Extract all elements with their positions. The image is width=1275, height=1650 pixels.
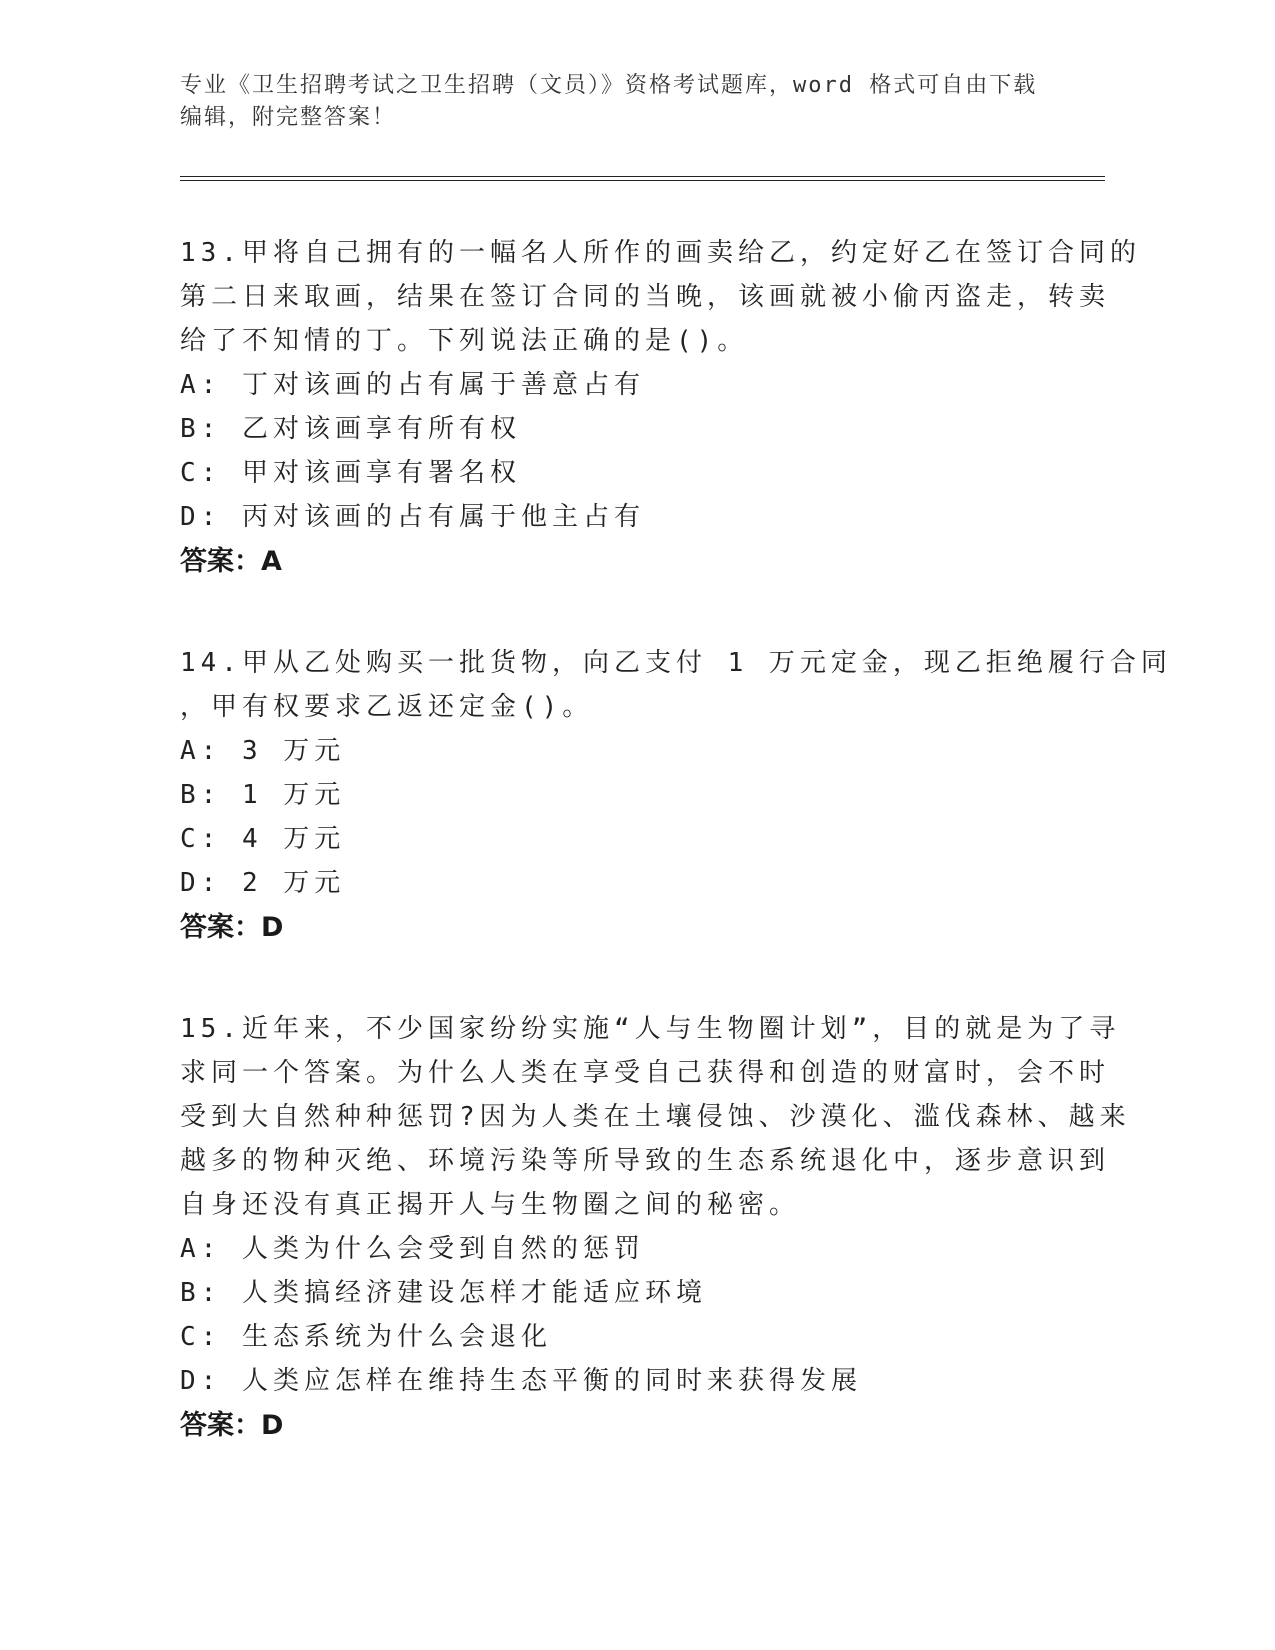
stem-line: 求同一个答案。为什么人类在享受自己获得和创造的财富时，会不时	[180, 1058, 1111, 1088]
option-c: C: 生态系统为什么会退化	[180, 1322, 552, 1352]
answer-label: 答案：A	[180, 546, 282, 577]
question-stem	[180, 641, 1172, 729]
option-d: D: 丙对该画的占有属于他主占有	[180, 502, 645, 532]
stem-line: 第二日来取画，结果在签订合同的当晚，该画就被小偷丙盗走，转卖	[180, 282, 1111, 312]
option-a: A: 人类为什么会受到自然的惩罚	[180, 1234, 645, 1264]
option-b: B: 乙对该画享有所有权	[180, 414, 521, 444]
question-14	[180, 641, 1172, 951]
stem-line: ，甲有权要求乙返还定金()。	[180, 692, 594, 722]
header-line: 编辑，附完整答案！	[180, 105, 397, 130]
header-divider	[180, 176, 1105, 181]
answer-label: 答案：D	[180, 912, 284, 943]
question-stem	[180, 231, 1141, 363]
question-13	[180, 231, 1141, 585]
header-line: 专业《卫生招聘考试之卫生招聘（文员）》资格考试题库，word 格式可自由下载	[180, 73, 1038, 98]
option-d: D: 2 万元	[180, 868, 346, 898]
stem-line: 给了不知情的丁。下列说法正确的是()。	[180, 326, 749, 356]
document-page	[180, 70, 1172, 1449]
option-a: A: 3 万元	[180, 736, 346, 766]
answer-label: 答案：D	[180, 1410, 284, 1441]
option-d: D: 人类应怎样在维持生态平衡的同时来获得发展	[180, 1366, 862, 1396]
stem-line: 越多的物种灭绝、环境污染等所导致的生态系统退化中，逐步意识到	[180, 1146, 1111, 1176]
stem-line: 14.甲从乙处购买一批货物，向乙支付 1 万元定金，现乙拒绝履行合同	[180, 648, 1172, 678]
stem-line: 受到大自然种种惩罚?因为人类在土壤侵蚀、沙漠化、滥伐森林、越来	[180, 1102, 1131, 1132]
option-c: C: 4 万元	[180, 824, 346, 854]
stem-line: 13.甲将自己拥有的一幅名人所作的画卖给乙，约定好乙在签订合同的	[180, 238, 1141, 268]
question-15	[180, 1007, 1131, 1449]
option-a: A: 丁对该画的占有属于善意占有	[180, 370, 645, 400]
question-stem	[180, 1007, 1131, 1227]
stem-line: 自身还没有真正揭开人与生物圈之间的秘密。	[180, 1190, 801, 1220]
document-header	[180, 70, 1040, 134]
option-c: C: 甲对该画享有署名权	[180, 458, 521, 488]
option-b: B: 人类搞经济建设怎样才能适应环境	[180, 1278, 707, 1308]
option-b: B: 1 万元	[180, 780, 346, 810]
stem-line: 15.近年来，不少国家纷纷实施“人与生物圈计划”，目的就是为了寻	[180, 1014, 1121, 1044]
